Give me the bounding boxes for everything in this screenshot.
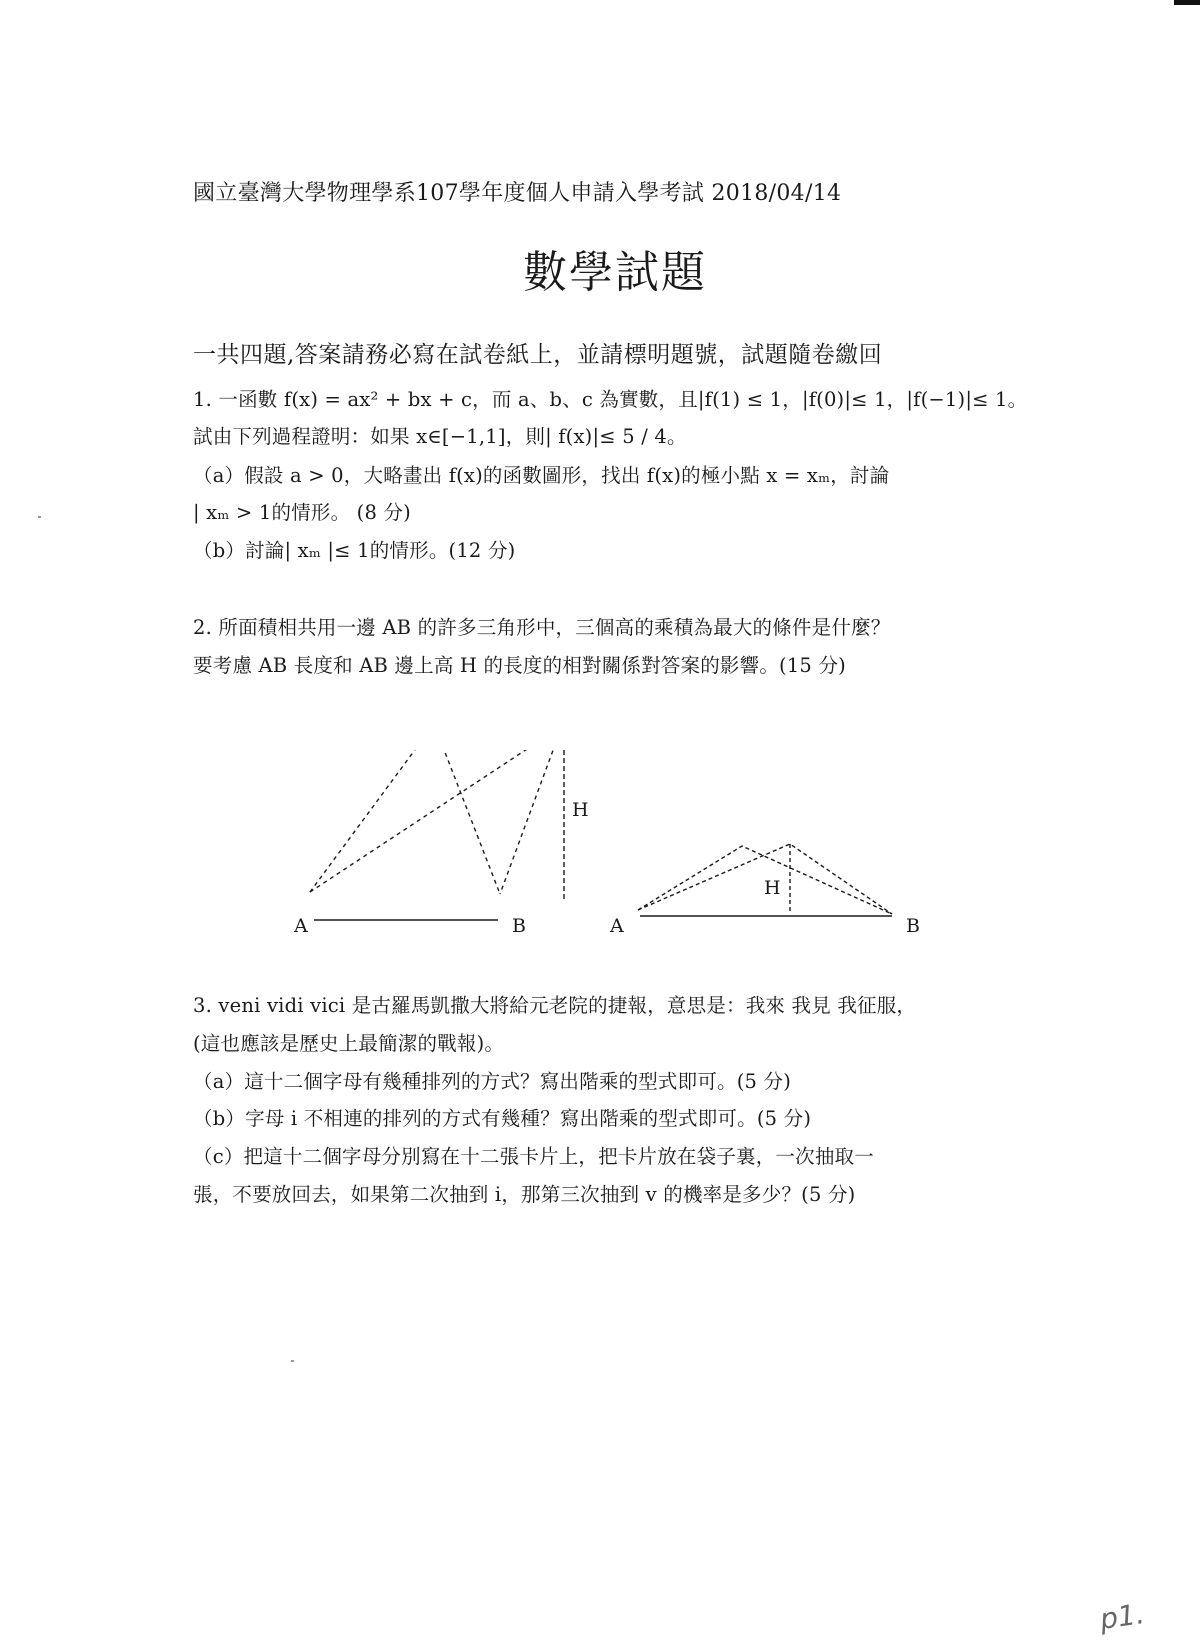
right-label-a: A — [610, 915, 624, 937]
problem-1-line-1: 1. 一函數 f(x) = ax² + bx + c，而 a、b、c 為實數，且|f(1) ≤ 1，|f(0)|≤ 1，|f(−1)|≤ 1。 — [193, 388, 1028, 411]
problem-1b: （b）討論| xₘ |≤ 1的情形。(12 分) — [193, 539, 516, 562]
scan-corner-mark — [1174, 0, 1200, 5]
triangles-diagram — [280, 750, 960, 960]
exam-header: 國立臺灣大學物理學系107學年度個人申請入學考試 2018/04/14 — [193, 181, 842, 206]
handwritten-page-number: p1. — [1097, 1597, 1147, 1636]
exam-instructions: 一共四題,答案請務必寫在試卷紙上，並請標明題號，試題隨卷繳回 — [193, 342, 883, 368]
page-title: 數學試題 — [523, 247, 707, 298]
scan-speck — [291, 1360, 294, 1362]
left-label-a: A — [294, 915, 308, 937]
right-label-b: B — [906, 915, 920, 937]
problem-1-line-2: 試由下列過程證明：如果 x∈[−1,1]，則| f(x)|≤ 5 / 4。 — [193, 425, 687, 448]
problem-3c-line-2: 張，不要放回去，如果第二次抽到 i，那第三次抽到 v 的機率是多少？(5 分) — [193, 1183, 856, 1206]
problem-2-line-1: 2. 所面積相共用一邊 AB 的許多三角形中，三個高的乘積為最大的條件是什麼？ — [193, 616, 891, 639]
problem-3c-line-1: （c）把這十二個字母分別寫在十二張卡片上，把卡片放在袋子裏，一次抽取一 — [193, 1145, 874, 1168]
problem-2-line-2: 要考慮 AB 長度和 AB 邊上高 H 的長度的相對關係對答案的影響。(15 分) — [193, 654, 846, 677]
scan-speck — [38, 516, 41, 518]
problem-3a: （a）這十二個字母有幾種排列的方式？寫出階乘的型式即可。(5 分) — [193, 1070, 792, 1093]
left-label-h: H — [572, 799, 589, 821]
problem-1a-line-1: （a）假設 a > 0，大略畫出 f(x)的函數圖形，找出 f(x)的極小點 x = xₘ，討論 — [193, 464, 890, 487]
left-leaning-triangle — [310, 750, 562, 894]
problem-3b: （b）字母 i 不相連的排列的方式有幾種？寫出階乘的型式即可。(5 分) — [193, 1107, 812, 1130]
problem-3-line-2: (這也應該是歷史上最簡潔的戰報)。 — [193, 1032, 505, 1055]
right-label-h: H — [764, 877, 781, 899]
problem-1a-line-2: | xₘ > 1的情形。 (8 分) — [193, 501, 411, 524]
left-label-b: B — [512, 915, 526, 937]
left-triangles-figure — [310, 750, 564, 920]
problem-3-line-1: 3. veni vidi vici 是古羅馬凱撒大將給元老院的捷報，意思是：我來 我見 我征服， — [193, 994, 917, 1017]
